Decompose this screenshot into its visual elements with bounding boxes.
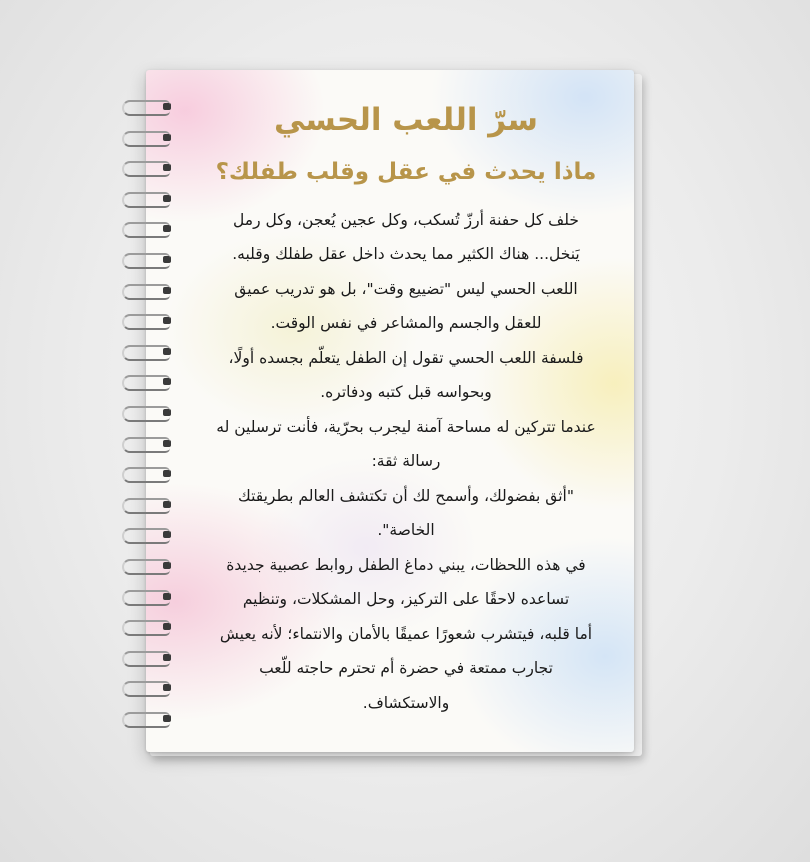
body-line: اللعب الحسي ليس "تضييع وقت"، بل هو تدريب عميق <box>234 279 578 298</box>
ring-wire <box>122 590 170 606</box>
ring-wire <box>122 253 170 269</box>
spiral-ring-icon <box>118 373 178 391</box>
body-line: أما قلبه، فيتشرب شعورًا عميقًا بالأمان والانتماء؛ لأنه يعيش <box>219 624 593 643</box>
page-content <box>186 70 626 720</box>
body-line: "أثق بفضولك، وأسمح لك أن تكتشف العالم بطريقتك <box>238 486 574 505</box>
spiral-ring-icon <box>118 312 178 330</box>
ring-wire <box>122 100 170 116</box>
body-line: للعقل والجسم والمشاعر في نفس الوقت. <box>270 314 542 333</box>
spiral-ring-icon <box>118 404 178 422</box>
spiral-ring-icon <box>118 618 178 636</box>
body-line: تجارب ممتعة في حضرة أم تحترم حاجته للّعب <box>259 659 553 678</box>
body-line: رسالة ثقة: <box>371 452 441 471</box>
notebook-page <box>146 70 634 752</box>
spiral-ring-icon <box>118 588 178 606</box>
spiral-ring-icon <box>118 526 178 544</box>
ring-wire <box>122 345 170 361</box>
spiral-ring-icon <box>118 190 178 208</box>
page-subtitle: ماذا يحدث في عقل وقلب طفلك؟ <box>215 159 597 186</box>
ring-wire <box>122 620 170 636</box>
ring-wire <box>122 498 170 514</box>
body-line: وبحواسه قبل كتبه ودفاتره. <box>320 383 492 402</box>
spiral-ring-icon <box>118 220 178 238</box>
body-line: عندما تتركين له مساحة آمنة ليجرب بحرّية، فأنت ترسلين له <box>216 417 596 436</box>
notebook <box>118 70 648 760</box>
body-line: والاستكشاف. <box>362 693 450 712</box>
spiral-ring-icon <box>118 129 178 147</box>
body-line: تساعده لاحقًا على التركيز، وحل المشكلات، وتنظيم <box>242 590 570 609</box>
ring-wire <box>122 528 170 544</box>
ring-wire <box>122 222 170 238</box>
spiral-ring-icon <box>118 435 178 453</box>
body-line: فلسفة اللعب الحسي تقول إن الطفل يتعلّم بجسده أولًا، <box>228 348 584 367</box>
spiral-ring-icon <box>118 251 178 269</box>
ring-wire <box>122 375 170 391</box>
ring-wire <box>122 467 170 483</box>
spiral-ring-icon <box>118 557 178 575</box>
ring-wire <box>122 559 170 575</box>
spiral-ring-icon <box>118 98 178 116</box>
ring-wire <box>122 712 170 728</box>
ring-wire <box>122 314 170 330</box>
body-text <box>186 203 626 721</box>
spiral-ring-icon <box>118 710 178 728</box>
page-title: سرّ اللعب الحسي <box>273 102 539 138</box>
body-line: خلف كل حفنة أرزّ تُسكب، وكل عجين يُعجن، وكل رمل <box>233 210 579 229</box>
spiral-ring-icon <box>118 496 178 514</box>
body-line: يَنخل... هناك الكثير مما يحدث داخل عقل طفلك وقلبه. <box>232 245 580 264</box>
spiral-ring-icon <box>118 343 178 361</box>
body-line: الخاصة". <box>377 521 435 540</box>
ring-wire <box>122 651 170 667</box>
spiral-binding <box>118 98 178 738</box>
ring-wire <box>122 284 170 300</box>
spiral-ring-icon <box>118 282 178 300</box>
spiral-ring-icon <box>118 159 178 177</box>
ring-wire <box>122 437 170 453</box>
ring-wire <box>122 131 170 147</box>
ring-wire <box>122 192 170 208</box>
ring-wire <box>122 161 170 177</box>
ring-wire <box>122 406 170 422</box>
ring-wire <box>122 681 170 697</box>
spiral-ring-icon <box>118 465 178 483</box>
spiral-ring-icon <box>118 649 178 667</box>
spiral-ring-icon <box>118 679 178 697</box>
body-line: في هذه اللحظات، يبني دماغ الطفل روابط عصبية جديدة <box>226 555 586 574</box>
